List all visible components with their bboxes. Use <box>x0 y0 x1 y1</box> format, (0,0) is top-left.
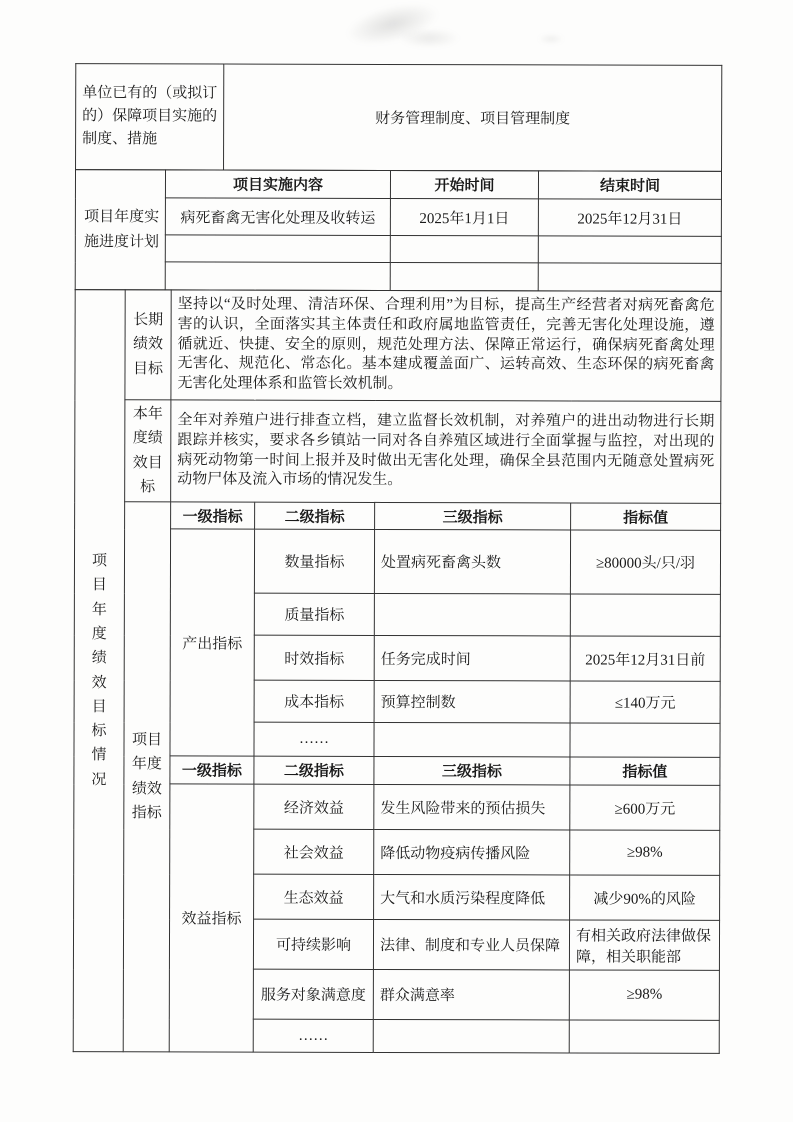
schedule-start-cell: 2025年1月1日 <box>390 198 538 235</box>
indicator-value-cell <box>570 723 720 757</box>
schedule-header-start: 开始时间 <box>390 170 538 198</box>
indicator-level3-cell: 发生风险带来的预估损失 <box>374 785 570 831</box>
indicator-level3-cell: 法律、制度和专业人员保障 <box>373 920 569 971</box>
indicator-level3-cell <box>374 723 570 758</box>
indicator-level2-cell: 质量指标 <box>254 593 374 635</box>
scan-smudge <box>538 34 564 44</box>
table-row <box>75 400 721 504</box>
indicator-level2-cell: 服务对象满意度 <box>253 969 373 1019</box>
indicator-header-level1: 一级指标 <box>171 502 255 529</box>
table-row <box>75 262 721 292</box>
indicator-value-cell <box>569 1020 719 1053</box>
indicator-value-cell <box>570 594 720 636</box>
schedule-end-cell: 2025年12月31日 <box>538 199 721 236</box>
empty-cell <box>538 263 721 291</box>
indicator-value-cell: ≥80000头/只/羽 <box>570 530 720 594</box>
indicator-header-level3: 三级指标 <box>375 503 571 531</box>
benefit-group-label: 效益指标 <box>169 784 254 1052</box>
annual-label <box>125 400 171 502</box>
table-row <box>74 756 720 786</box>
indicator-row <box>74 784 720 831</box>
indicator-value-cell: ≥98% <box>569 970 719 1020</box>
performance-section <box>73 289 722 1054</box>
empty-cell <box>165 262 390 291</box>
indicator-level3-cell <box>374 594 570 637</box>
scan-smudge <box>342 0 443 53</box>
performance-form <box>73 63 724 1054</box>
output-group-label: 产出指标 <box>170 529 255 756</box>
indicator-row <box>74 529 720 595</box>
empty-cell <box>390 235 538 262</box>
indicator-level2-cell: …… <box>253 1019 373 1052</box>
schedule-label <box>75 170 165 290</box>
table-row <box>75 290 721 402</box>
schedule-header-content: 项目实施内容 <box>165 170 390 199</box>
indicator-header-value: 指标值 <box>570 757 720 785</box>
indicator-header-level2: 二级指标 <box>255 502 375 529</box>
indicator-level2-cell: 可持续影响 <box>253 919 373 969</box>
indicators-label-text: 项目年度绩效指标 <box>131 732 163 822</box>
table-row <box>75 170 721 200</box>
performance-label-text: 项目年度绩效目标情况 <box>91 553 108 789</box>
table-row <box>75 198 721 237</box>
table-row <box>76 64 722 172</box>
long-term-label <box>125 290 171 400</box>
indicator-level2-cell: 经济效益 <box>254 784 374 829</box>
schedule-label-text: 项目年度实施进度计划 <box>84 209 160 250</box>
indicator-value-cell: ≥98% <box>570 830 720 875</box>
table-row <box>75 235 721 264</box>
schedule-section <box>75 169 722 292</box>
schedule-content-cell: 病死畜禽无害化处理及收转运 <box>165 198 390 236</box>
empty-cell <box>538 236 721 263</box>
indicator-value-cell: ≥600万元 <box>570 785 720 830</box>
indicator-header-level1: 一级指标 <box>170 756 254 784</box>
indicator-level2-cell: 时效指标 <box>254 635 374 680</box>
indicator-level3-cell: 处置病死畜禽头数 <box>374 530 570 595</box>
indicator-level2-cell: …… <box>254 722 374 756</box>
performance-label <box>73 290 125 1052</box>
indicator-value-cell: 减少90%的风险 <box>570 875 720 920</box>
empty-cell <box>165 235 390 263</box>
scan-smudge <box>398 28 460 48</box>
indicator-value-cell: 有相关政府法律做保障，相关职能部 <box>569 920 719 970</box>
table-row <box>75 502 721 531</box>
annual-label-text: 本年度绩效目标 <box>132 406 163 496</box>
indicator-value-cell: 2025年12月31日前 <box>570 636 720 681</box>
long-term-label-text: 长期绩效目标 <box>132 312 164 378</box>
indicator-level3-cell <box>373 1020 569 1054</box>
indicator-level2-cell: 数量指标 <box>254 529 374 593</box>
schedule-header-end: 结束时间 <box>538 171 721 199</box>
indicator-header-level3: 三级指标 <box>374 757 570 786</box>
safeguard-section <box>75 63 722 172</box>
annual-text: 全年对养殖户进行排查立档，建立监督长效机制，对养殖户的进出动物进行长期跟踪并核实，要求各乡镇站一同对各自养殖区域进行全面掌握与监控，对出现的病死动物第一时间上报并及时做出无害化处理，确保全县范围内无随意处置病死动物尸体及流入市场的情况发生。 <box>171 400 721 504</box>
indicator-header-value: 指标值 <box>571 503 721 530</box>
indicator-level2-cell: 成本指标 <box>254 680 374 722</box>
indicator-header-level2: 二级指标 <box>254 756 374 784</box>
empty-cell <box>390 262 538 290</box>
indicator-level3-cell: 大气和水质污染程度降低 <box>374 875 570 921</box>
indicator-level3-cell: 预算控制数 <box>374 681 570 724</box>
indicator-level3-cell: 群众满意率 <box>373 970 569 1021</box>
long-term-text: 坚持以“及时处理、清洁环保、合理利用”为目标，提高生产经营者对病死畜禽危害的认识，全面落实其主体责任和政府属地监管责任，完善无害化处理设施，遵循就近、快捷、安全的原则，规范处理方法、保障正常运行，确保病死畜禽处理无害化、规范化、常态化。基本建成覆盖面广、运转高效、生态环保的病死畜禽无害化处理体系和监管长效机制。 <box>171 290 721 401</box>
indicator-level3-cell: 降低动物疫病传播风险 <box>374 830 570 876</box>
indicator-level2-cell: 生态效益 <box>254 874 374 919</box>
indicator-level3-cell: 任务完成时间 <box>374 636 570 682</box>
indicators-label <box>123 502 170 1052</box>
indicator-value-cell: ≤140万元 <box>570 681 720 723</box>
safeguard-value: 财务管理制度、项目管理制度 <box>224 64 722 171</box>
safeguard-label: 单位已有的（或拟订的）保障项目实施的制度、措施 <box>76 64 224 170</box>
indicator-level2-cell: 社会效益 <box>254 829 374 874</box>
